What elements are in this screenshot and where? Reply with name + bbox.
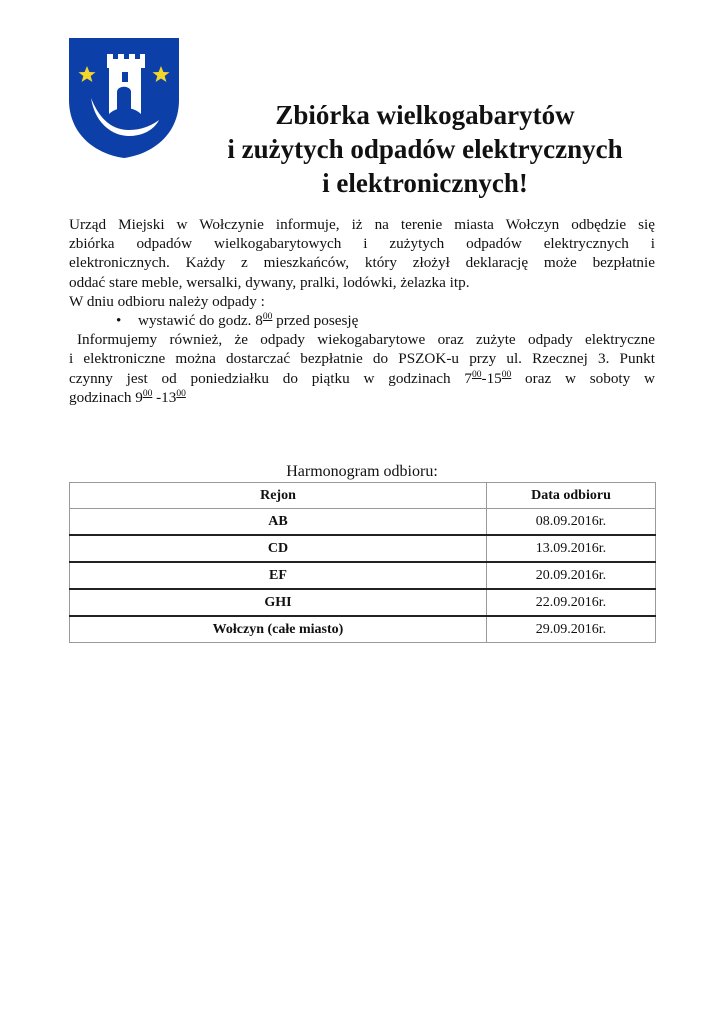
intro-line: Urząd Miejski w Wołczynie informuje, iż na terenie miasta Wołczyn odbędzie się xyxy=(69,216,655,233)
table-row xyxy=(70,509,656,536)
table-row xyxy=(70,589,656,616)
date-cell: 22.09.2016r. xyxy=(487,589,656,616)
info-paragraph xyxy=(69,330,655,407)
info-text: oraz w soboty w xyxy=(511,369,655,387)
table-header-row xyxy=(70,483,656,509)
bullet-item xyxy=(69,311,655,330)
date-cell: 20.09.2016r. xyxy=(487,562,656,589)
date-cell: 08.09.2016r. xyxy=(487,509,656,536)
date-cell: 13.09.2016r. xyxy=(487,535,656,562)
intro-line: elektronicznych. Każdy z mieszkańców, który złożył deklarację może bezpłatnie xyxy=(69,254,655,272)
region-cell: AB xyxy=(70,509,487,536)
bullet-text: wystawić do godz. 8 xyxy=(138,312,263,330)
region-cell: CD xyxy=(70,535,487,562)
intro-paragraph xyxy=(69,215,655,311)
intro-line: W dniu odbioru należy odpady : xyxy=(69,292,265,310)
page-title xyxy=(190,98,660,200)
bullet-marker: • xyxy=(116,312,122,330)
title-line-2: i zużytych odpadów elektrycznych xyxy=(227,134,623,164)
info-text: godzinach 9 xyxy=(69,388,143,406)
column-header-region: Rejon xyxy=(70,483,487,509)
info-line-hours xyxy=(69,369,655,388)
hour-superscript: 00 xyxy=(142,388,153,399)
column-header-date: Data odbioru xyxy=(487,483,656,509)
hour-superscript: 00 xyxy=(472,369,482,380)
info-text: czynny jest od poniedziałku do piątku w godzinach 7 xyxy=(69,369,473,387)
region-cell: GHI xyxy=(70,589,487,616)
title-line-1: Zbiórka wielkogabarytów xyxy=(275,100,575,130)
info-text: -15 xyxy=(481,369,502,387)
info-text: -13 xyxy=(152,388,177,406)
announcement-body xyxy=(69,215,655,407)
hour-superscript: 00 xyxy=(501,369,512,380)
date-cell: 29.09.2016r. xyxy=(487,616,656,643)
region-cell: EF xyxy=(70,562,487,589)
table-row xyxy=(70,616,656,643)
schedule-caption: Harmonogram odbioru: xyxy=(286,463,438,480)
intro-line: zbiórka odpadów wielkogabarytowych i zużytych odpadów elektrycznych i xyxy=(69,235,655,253)
bullet-text-end: przed posesję xyxy=(272,312,359,330)
table-row xyxy=(70,562,656,589)
intro-line: oddać stare meble, wersalki, dywany, pralki, lodówki, żelazka itp. xyxy=(69,273,470,291)
hour-superscript: 00 xyxy=(176,388,186,399)
info-line: i elektroniczne można dostarczać bezpłatnie do PSZOK-u przy ul. Rzecznej 3. Punkt xyxy=(69,350,655,368)
info-line-saturday xyxy=(69,388,655,407)
hour-superscript: 00 xyxy=(262,312,273,323)
title-line-3: i elektronicznych! xyxy=(322,168,528,198)
schedule-table xyxy=(69,482,656,643)
town-coat-of-arms-icon xyxy=(69,38,179,158)
info-line: Informujemy również, że odpady wiekogabarytowe oraz zużyte odpady elektryczne xyxy=(77,331,655,349)
table-row xyxy=(70,535,656,562)
region-cell: Wołczyn (całe miasto) xyxy=(70,616,487,643)
